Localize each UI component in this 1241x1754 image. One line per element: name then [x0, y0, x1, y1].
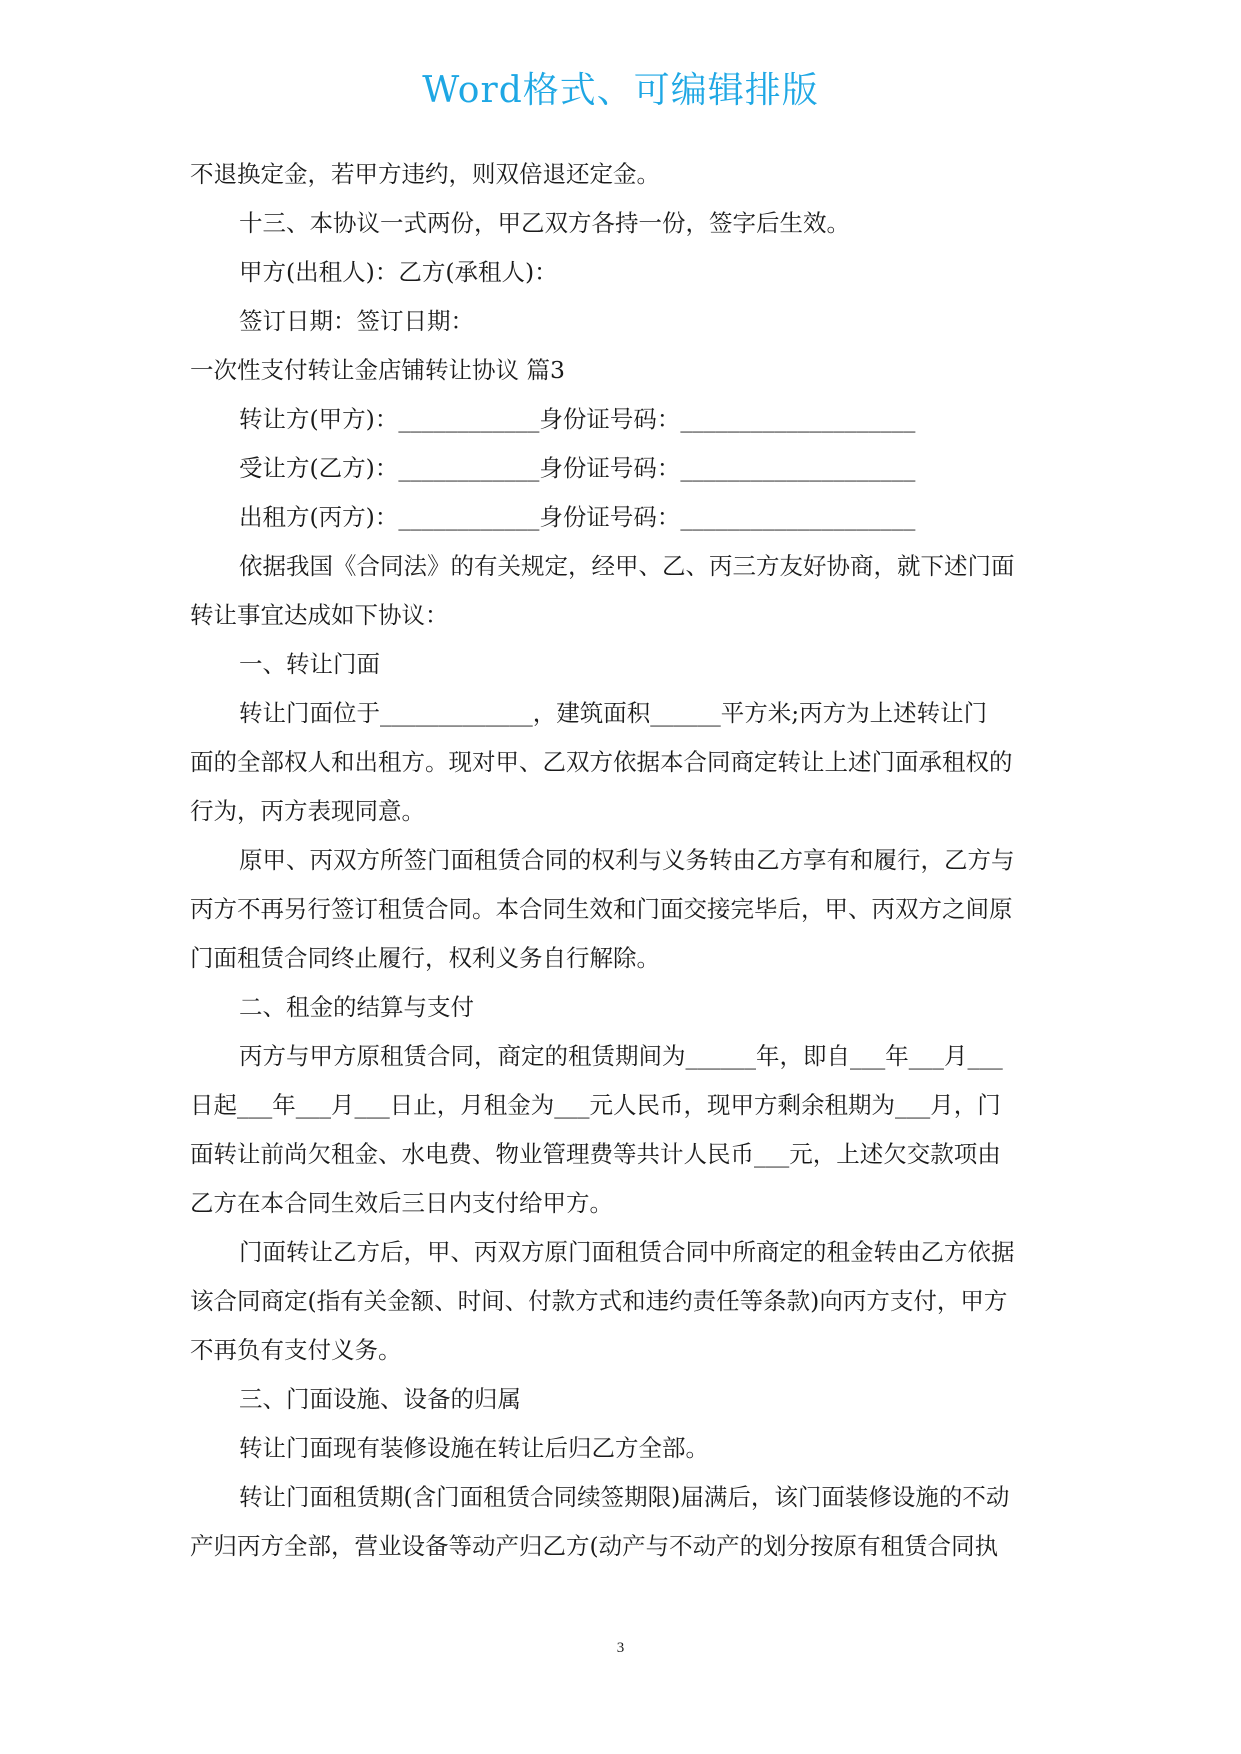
paragraph-line: 签订日期：签订日期：: [239, 307, 474, 335]
paragraph-line: 甲方(出租人)：乙方(承租人)：: [239, 258, 558, 286]
paragraph-line: 日起___年___月___日止，月租金为___元人民币，现甲方剩余租期为___月，门: [190, 1091, 1001, 1119]
paragraph-line: 依据我国《合同法》的有关规定，经甲、乙、丙三方友好协商，就下述门面: [239, 552, 1015, 580]
paragraph-line: 十三、本协议一式两份，甲乙双方各持一份，签字后生效。: [239, 209, 850, 237]
clause-heading: 二、租金的结算与支付: [239, 993, 474, 1021]
paragraph-line: 丙方与甲方原租赁合同，商定的租赁期间为______年，即自___年___月___: [239, 1042, 1003, 1070]
paragraph-line: 原甲、丙双方所签门面租赁合同的权利与义务转由乙方享有和履行，乙方与: [239, 846, 1015, 874]
paragraph-line: 转让门面租赁期(含门面租赁合同续签期限)届满后，该门面装修设施的不动: [239, 1483, 1010, 1511]
document-header-title: Word格式、可编辑排版: [422, 70, 819, 111]
paragraph-line: 转让事宜达成如下协议：: [190, 601, 449, 629]
paragraph-line: 转让门面现有装修设施在转让后归乙方全部。: [239, 1434, 709, 1462]
clause-heading: 一、转让门面: [239, 650, 380, 678]
paragraph-line: 该合同商定(指有关金额、时间、付款方式和违约责任等条款)向丙方支付，甲方: [190, 1287, 1008, 1315]
paragraph-line: 面的全部权人和出租方。现对甲、乙双方依据本合同商定转让上述门面承租权的: [190, 748, 1013, 776]
paragraph-line: 不退换定金，若甲方违约，则双倍退还定金。: [190, 160, 660, 188]
paragraph-line: 不再负有支付义务。: [190, 1336, 402, 1364]
form-field-line: 受让方(乙方)：____________身份证号码：____________________: [239, 454, 916, 482]
paragraph-line: 丙方不再另行签订租赁合同。本合同生效和门面交接完毕后，甲、丙双方之间原: [190, 895, 1013, 923]
paragraph-line: 产归丙方全部，营业设备等动产归乙方(动产与不动产的划分按原有租赁合同执: [190, 1532, 999, 1560]
paragraph-line: 面转让前尚欠租金、水电费、物业管理费等共计人民币___元，上述欠交款项由: [190, 1140, 1001, 1168]
section-heading: 一次性支付转让金店铺转让协议 篇3: [190, 356, 565, 384]
paragraph-line: 门面转让乙方后，甲、丙双方原门面租赁合同中所商定的租金转由乙方依据: [239, 1238, 1015, 1266]
paragraph-line: 转让门面位于_____________，建筑面积______平方米;丙方为上述转让门: [239, 699, 988, 727]
paragraph-line: 乙方在本合同生效后三日内支付给甲方。: [190, 1189, 613, 1217]
form-field-line: 转让方(甲方)：____________身份证号码：____________________: [239, 405, 916, 433]
paragraph-line: 行为，丙方表现同意。: [190, 797, 425, 825]
paragraph-line: 门面租赁合同终止履行，权利义务自行解除。: [190, 944, 660, 972]
document-body: [190, 150, 1055, 1571]
clause-heading: 三、门面设施、设备的归属: [239, 1385, 521, 1413]
page-number: 3: [616, 1640, 625, 1656]
form-field-line: 出租方(丙方)：____________身份证号码：____________________: [239, 503, 916, 531]
